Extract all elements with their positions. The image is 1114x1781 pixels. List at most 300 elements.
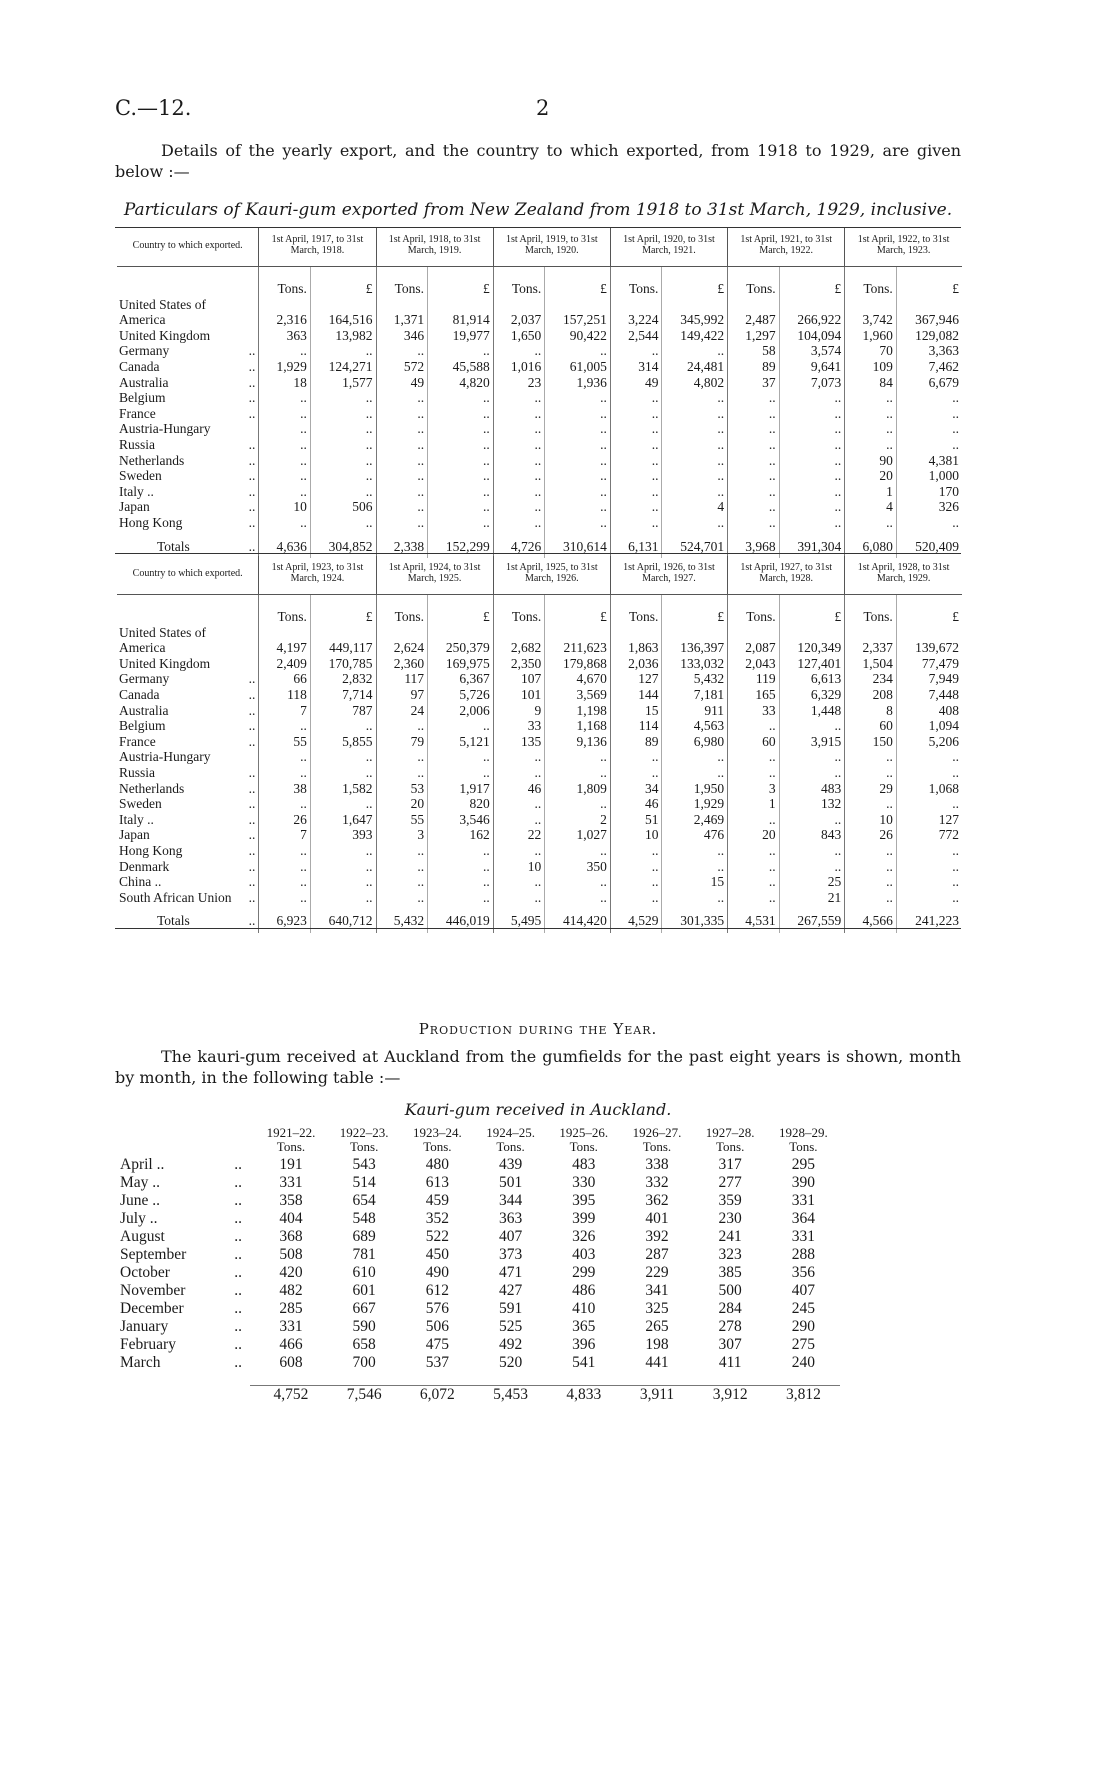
table-row — [120, 1318, 840, 1336]
value-cell: .. — [545, 874, 611, 890]
tons-unit-label: Tons. — [728, 595, 780, 625]
country-name: United States of America — [119, 296, 206, 328]
leader-dots: .. — [234, 1282, 243, 1299]
leader-dots: .. — [248, 858, 256, 874]
tons-cell: .. — [728, 390, 780, 406]
total-cell: 4,752 — [273, 1386, 309, 1403]
tons-cell: 500 — [718, 1282, 742, 1299]
value-cell: .. — [896, 421, 962, 437]
tons-cell: 2,037 — [493, 297, 545, 328]
month-name: March — [120, 1354, 161, 1371]
tons-cell: 2,338 — [376, 531, 428, 559]
total-cell: 3,911 — [639, 1386, 675, 1403]
tons-cell: 70 — [845, 343, 897, 359]
tons-cell: .. — [728, 749, 780, 765]
value-cell: 6,613 — [779, 671, 845, 687]
leader-dots: .. — [248, 686, 256, 702]
tons-cell: 352 — [425, 1210, 449, 1227]
pounds-unit-label: £ — [310, 595, 376, 625]
value-cell: 787 — [310, 703, 376, 719]
year-column-header — [401, 1126, 474, 1156]
export-table-caption: Particulars of Kauri-gum exported from New Zealand from 1918 to 31st March, 1929, inclusive. — [123, 200, 953, 220]
intro-paragraph: Details of the yearly export, and the country to which exported, from 1918 to 1929, are given below :— — [115, 141, 961, 181]
tons-unit-label: Tons. — [642, 1139, 672, 1154]
value-cell: 449,117 — [310, 625, 376, 656]
value-cell: .. — [545, 749, 611, 765]
leader-dots: .. — [234, 1300, 243, 1317]
period-column-header: 1st April, 1922, to 31st March, 1923. — [845, 228, 962, 267]
value-cell: .. — [545, 421, 611, 437]
value-cell: 77,479 — [896, 656, 962, 672]
tons-cell: .. — [728, 515, 780, 531]
year-label: 1927–28. — [705, 1125, 755, 1140]
value-cell: .. — [545, 484, 611, 500]
table-row — [117, 781, 962, 797]
table-row — [117, 437, 962, 453]
tons-cell: 365 — [572, 1318, 596, 1335]
value-cell: 4,802 — [662, 375, 728, 391]
tons-cell: .. — [376, 468, 428, 484]
value-cell: 1,936 — [545, 375, 611, 391]
tons-cell: 407 — [791, 1282, 816, 1299]
pounds-unit-label: £ — [896, 595, 962, 625]
value-cell: 3,569 — [545, 687, 611, 703]
tons-cell: 38 — [259, 781, 311, 797]
tons-cell: 548 — [352, 1210, 376, 1227]
tons-cell: .. — [259, 890, 311, 906]
units-spacer — [117, 267, 259, 297]
tons-cell: .. — [728, 859, 780, 875]
period-column-header: 1st April, 1919, to 31st March, 1920. — [493, 228, 610, 267]
total-cell: 7,546 — [346, 1386, 382, 1403]
value-cell: .. — [545, 499, 611, 515]
tons-cell: .. — [493, 437, 545, 453]
country-name: Netherlands — [119, 780, 185, 796]
tons-cell: 29 — [845, 781, 897, 797]
country-name: Russia — [119, 764, 156, 780]
production-section-title: Production during the Year. — [418, 1020, 658, 1038]
period-column-header: 1st April, 1917, to 31st March, 1918. — [259, 228, 376, 267]
value-cell: 1,577 — [310, 375, 376, 391]
tons-cell: .. — [610, 890, 662, 906]
country-column-header: Country to which exported. — [117, 228, 259, 267]
value-cell: 483 — [779, 781, 845, 797]
tons-cell: .. — [610, 453, 662, 469]
table-row — [117, 796, 962, 812]
tons-cell: 323 — [718, 1246, 742, 1263]
tons-cell: 33 — [493, 718, 545, 734]
tons-cell: .. — [376, 453, 428, 469]
value-cell: 4,820 — [428, 375, 494, 391]
value-cell: 446,019 — [428, 905, 494, 933]
table-row — [120, 1264, 840, 1282]
table-row — [117, 359, 962, 375]
units-spacer — [117, 595, 259, 625]
value-cell: .. — [779, 453, 845, 469]
value-cell: .. — [428, 453, 494, 469]
value-cell: 1,068 — [896, 781, 962, 797]
value-cell: 1,929 — [662, 796, 728, 812]
tons-cell: 613 — [425, 1174, 449, 1191]
leader-dots: .. — [234, 1174, 243, 1191]
leader-dots: .. — [248, 718, 256, 734]
tons-cell: 543 — [352, 1156, 376, 1173]
value-cell: .. — [545, 515, 611, 531]
tons-cell: 20 — [845, 468, 897, 484]
tons-cell: 508 — [279, 1246, 303, 1263]
tons-cell: 4,566 — [845, 905, 897, 933]
tons-cell: 537 — [425, 1354, 449, 1371]
tons-unit-label: Tons. — [376, 595, 428, 625]
tons-cell: .. — [845, 874, 897, 890]
tons-cell: 10 — [259, 499, 311, 515]
value-cell: .. — [662, 421, 728, 437]
value-cell: .. — [310, 484, 376, 500]
tons-cell: 2,360 — [376, 656, 428, 672]
tons-cell: 84 — [845, 375, 897, 391]
tons-cell: 525 — [498, 1318, 523, 1335]
received-table-caption: Kauri-gum received in Auckland. — [404, 1100, 672, 1119]
tons-cell: 689 — [352, 1228, 376, 1245]
tons-cell: .. — [376, 874, 428, 890]
value-cell: 310,614 — [545, 531, 611, 559]
value-cell: 2,006 — [428, 703, 494, 719]
leader-dots — [242, 297, 258, 328]
tons-cell: 89 — [728, 359, 780, 375]
value-cell: 127 — [896, 812, 962, 828]
tons-cell: 781 — [352, 1246, 376, 1263]
table-row — [120, 1174, 840, 1192]
tons-unit-label: Tons. — [610, 267, 662, 297]
value-cell: .. — [662, 406, 728, 422]
table-divider-rule — [115, 553, 961, 554]
tons-cell: 2,043 — [728, 656, 780, 672]
value-cell: 4 — [662, 499, 728, 515]
value-cell: .. — [310, 843, 376, 859]
tons-cell: 240 — [791, 1354, 816, 1371]
tons-cell: 60 — [728, 734, 780, 750]
value-cell: .. — [779, 859, 845, 875]
tons-cell: 363 — [259, 328, 311, 344]
tons-cell: 101 — [493, 687, 545, 703]
leader-dots: .. — [248, 499, 256, 515]
tons-cell: 341 — [645, 1282, 669, 1299]
tons-unit-label: Tons. — [423, 1139, 452, 1154]
tons-cell: 410 — [572, 1300, 596, 1317]
totals-label: Totals — [157, 538, 190, 554]
country-name: United States of America — [119, 624, 206, 656]
value-cell: .. — [662, 765, 728, 781]
value-cell: .. — [310, 796, 376, 812]
tons-cell: .. — [376, 515, 428, 531]
value-cell: .. — [779, 406, 845, 422]
value-cell: .. — [662, 343, 728, 359]
table-row — [117, 468, 962, 484]
value-cell: .. — [896, 796, 962, 812]
value-cell: .. — [545, 468, 611, 484]
tons-cell: 482 — [279, 1282, 303, 1299]
year-column-header — [620, 1126, 693, 1156]
tons-unit-label: Tons. — [789, 1139, 818, 1154]
tons-cell: .. — [493, 843, 545, 859]
tons-cell: 6,080 — [845, 531, 897, 559]
tons-cell: 658 — [352, 1336, 376, 1353]
value-cell: .. — [779, 765, 845, 781]
tons-cell: .. — [376, 437, 428, 453]
tons-unit-label: Tons. — [569, 1139, 598, 1154]
tons-cell: 344 — [498, 1192, 523, 1209]
pounds-unit-label: £ — [545, 267, 611, 297]
table-row — [117, 671, 962, 687]
tons-cell: 572 — [376, 359, 428, 375]
tons-cell: .. — [845, 390, 897, 406]
tons-cell: 2,036 — [610, 656, 662, 672]
leader-dots: .. — [248, 889, 256, 905]
tons-unit-label: Tons. — [493, 595, 545, 625]
leader-dots: .. — [248, 405, 256, 421]
tons-cell: .. — [845, 796, 897, 812]
value-cell: 3,574 — [779, 343, 845, 359]
tons-cell: 2,544 — [610, 328, 662, 344]
tons-cell: 229 — [645, 1264, 669, 1281]
tons-cell: .. — [259, 749, 311, 765]
tons-cell: 4,636 — [259, 531, 311, 559]
tons-cell: .. — [376, 484, 428, 500]
value-cell: 136,397 — [662, 625, 728, 656]
tons-cell: 109 — [845, 359, 897, 375]
tons-cell: 466 — [279, 1336, 303, 1353]
value-cell: 152,299 — [428, 531, 494, 559]
country-name: Japan — [119, 499, 150, 515]
value-cell: .. — [662, 390, 728, 406]
tons-cell: .. — [493, 421, 545, 437]
tons-cell: 10 — [610, 827, 662, 843]
tons-cell: 401 — [645, 1210, 669, 1227]
tons-cell: .. — [376, 390, 428, 406]
export-table-1924-1929 — [117, 556, 962, 933]
value-cell: .. — [428, 843, 494, 859]
table-row — [117, 328, 962, 344]
tons-cell: 230 — [718, 1210, 742, 1227]
value-cell: .. — [779, 812, 845, 828]
value-cell: 7,073 — [779, 375, 845, 391]
tons-unit-label: Tons. — [496, 1139, 525, 1154]
value-cell: .. — [779, 718, 845, 734]
tons-cell: 1,371 — [376, 297, 428, 328]
value-cell: 5,432 — [662, 671, 728, 687]
tons-cell: .. — [845, 890, 897, 906]
tons-cell: .. — [610, 843, 662, 859]
totals-label: Totals — [157, 913, 190, 929]
tons-cell: 331 — [791, 1192, 816, 1209]
value-cell: 120,349 — [779, 625, 845, 656]
pounds-unit-label: £ — [779, 267, 845, 297]
pounds-unit-label: £ — [662, 595, 728, 625]
value-cell: .. — [428, 749, 494, 765]
tons-cell: 1 — [728, 796, 780, 812]
tons-cell: .. — [728, 890, 780, 906]
tons-cell: 601 — [352, 1282, 376, 1299]
tons-cell: 2,624 — [376, 625, 428, 656]
tons-cell: 23 — [493, 375, 545, 391]
value-cell: .. — [310, 749, 376, 765]
tons-cell: 492 — [498, 1336, 523, 1353]
table-row — [120, 1300, 840, 1318]
value-cell: .. — [545, 437, 611, 453]
tons-cell: .. — [259, 515, 311, 531]
total-cell: 4,833 — [566, 1386, 602, 1403]
tons-cell: .. — [376, 718, 428, 734]
value-cell: 162 — [428, 827, 494, 843]
tons-cell: 299 — [572, 1264, 596, 1281]
tons-cell: .. — [259, 437, 311, 453]
period-column-header: 1st April, 1923, to 31st March, 1924. — [259, 556, 376, 595]
value-cell: .. — [662, 749, 728, 765]
table-row — [117, 421, 962, 437]
tons-cell: 331 — [791, 1228, 816, 1245]
tons-cell: 612 — [425, 1282, 449, 1299]
tons-cell: 6,131 — [610, 531, 662, 559]
value-cell: .. — [310, 468, 376, 484]
value-cell: 1,950 — [662, 781, 728, 797]
tons-cell: 385 — [718, 1264, 742, 1281]
pounds-unit-label: £ — [545, 595, 611, 625]
country-name: Japan — [119, 827, 150, 843]
document-reference: C.—12. — [115, 96, 192, 120]
table-row — [117, 749, 962, 765]
tons-cell: 396 — [572, 1336, 596, 1353]
tons-cell: 332 — [645, 1174, 669, 1191]
tons-cell: 346 — [376, 328, 428, 344]
month-name: October — [120, 1264, 170, 1281]
tons-cell: 576 — [425, 1300, 449, 1317]
value-cell: .. — [545, 453, 611, 469]
tons-cell: .. — [259, 859, 311, 875]
tons-cell: .. — [610, 765, 662, 781]
value-cell: 132 — [779, 796, 845, 812]
table-row — [117, 515, 962, 531]
total-cell: 3,812 — [785, 1386, 821, 1403]
tons-cell: 198 — [645, 1336, 669, 1353]
value-cell: .. — [428, 484, 494, 500]
month-name: September — [120, 1246, 187, 1263]
leader-dots: .. — [234, 1264, 243, 1281]
period-column-header: 1st April, 1918, to 31st March, 1919. — [376, 228, 493, 267]
tons-cell: 46 — [610, 796, 662, 812]
tons-cell: .. — [376, 843, 428, 859]
month-name: February — [120, 1336, 176, 1353]
leader-dots: .. — [248, 343, 256, 359]
tons-cell: 245 — [791, 1300, 816, 1317]
value-cell: 250,379 — [428, 625, 494, 656]
value-cell: .. — [310, 390, 376, 406]
value-cell: .. — [779, 390, 845, 406]
tons-cell: 331 — [279, 1174, 303, 1191]
totals-row — [120, 1372, 840, 1404]
tons-cell: 26 — [259, 812, 311, 828]
pounds-unit-label: £ — [428, 595, 494, 625]
table-row — [120, 1354, 840, 1372]
value-cell: .. — [310, 406, 376, 422]
tons-cell: .. — [376, 343, 428, 359]
tons-cell: 118 — [259, 687, 311, 703]
table-row — [117, 625, 962, 656]
tons-cell: 10 — [493, 859, 545, 875]
tons-cell: 4,531 — [728, 905, 780, 933]
tons-cell: .. — [493, 390, 545, 406]
tons-cell: .. — [493, 796, 545, 812]
tons-cell: 287 — [645, 1246, 669, 1263]
leader-dots: .. — [248, 796, 256, 812]
value-cell: 170 — [896, 484, 962, 500]
table-row — [117, 718, 962, 734]
leader-dots: .. — [234, 1318, 243, 1335]
tons-cell: .. — [376, 499, 428, 515]
value-cell: 266,922 — [779, 297, 845, 328]
value-cell: .. — [428, 859, 494, 875]
leader-dots: .. — [248, 874, 256, 890]
tons-cell: .. — [845, 421, 897, 437]
tons-cell: 208 — [845, 687, 897, 703]
tons-cell: 486 — [572, 1282, 596, 1299]
tons-cell: 1,504 — [845, 656, 897, 672]
tons-cell: 24 — [376, 703, 428, 719]
tons-cell: .. — [728, 468, 780, 484]
tons-cell: 459 — [425, 1192, 449, 1209]
tons-cell: 506 — [425, 1318, 449, 1335]
table-row — [117, 656, 962, 672]
tons-cell: .. — [259, 390, 311, 406]
country-name: Canada — [119, 358, 160, 374]
tons-cell: 55 — [376, 812, 428, 828]
value-cell: 7,181 — [662, 687, 728, 703]
table-row — [120, 1210, 840, 1228]
value-cell: 9,136 — [545, 734, 611, 750]
table-row — [117, 297, 962, 328]
value-cell: 24,481 — [662, 359, 728, 375]
tons-cell: 700 — [352, 1354, 376, 1371]
month-name: January — [120, 1318, 169, 1335]
tons-unit-label: Tons. — [610, 595, 662, 625]
value-cell: .. — [662, 515, 728, 531]
tons-unit-label: Tons. — [728, 267, 780, 297]
tons-unit-label: Tons. — [259, 267, 311, 297]
value-cell: .. — [310, 765, 376, 781]
tons-cell: .. — [610, 437, 662, 453]
tons-cell: .. — [376, 765, 428, 781]
tons-unit-label: Tons. — [493, 267, 545, 297]
value-cell: .. — [428, 421, 494, 437]
tons-cell: 331 — [279, 1318, 303, 1335]
value-cell: .. — [896, 406, 962, 422]
value-cell: 3,363 — [896, 343, 962, 359]
tons-cell: 439 — [498, 1156, 523, 1173]
tons-cell: 480 — [425, 1156, 449, 1173]
tons-cell: .. — [728, 718, 780, 734]
tons-cell: 6,923 — [259, 905, 311, 933]
tons-cell: 358 — [279, 1192, 303, 1209]
tons-cell: .. — [493, 484, 545, 500]
table-row — [117, 874, 962, 890]
year-column-header — [547, 1126, 620, 1156]
country-name: Germany — [119, 671, 170, 687]
tons-cell: 3,224 — [610, 297, 662, 328]
tons-cell: .. — [493, 874, 545, 890]
value-cell: 5,206 — [896, 734, 962, 750]
value-cell: .. — [545, 796, 611, 812]
tons-cell: .. — [728, 484, 780, 500]
value-cell: 391,304 — [779, 531, 845, 559]
